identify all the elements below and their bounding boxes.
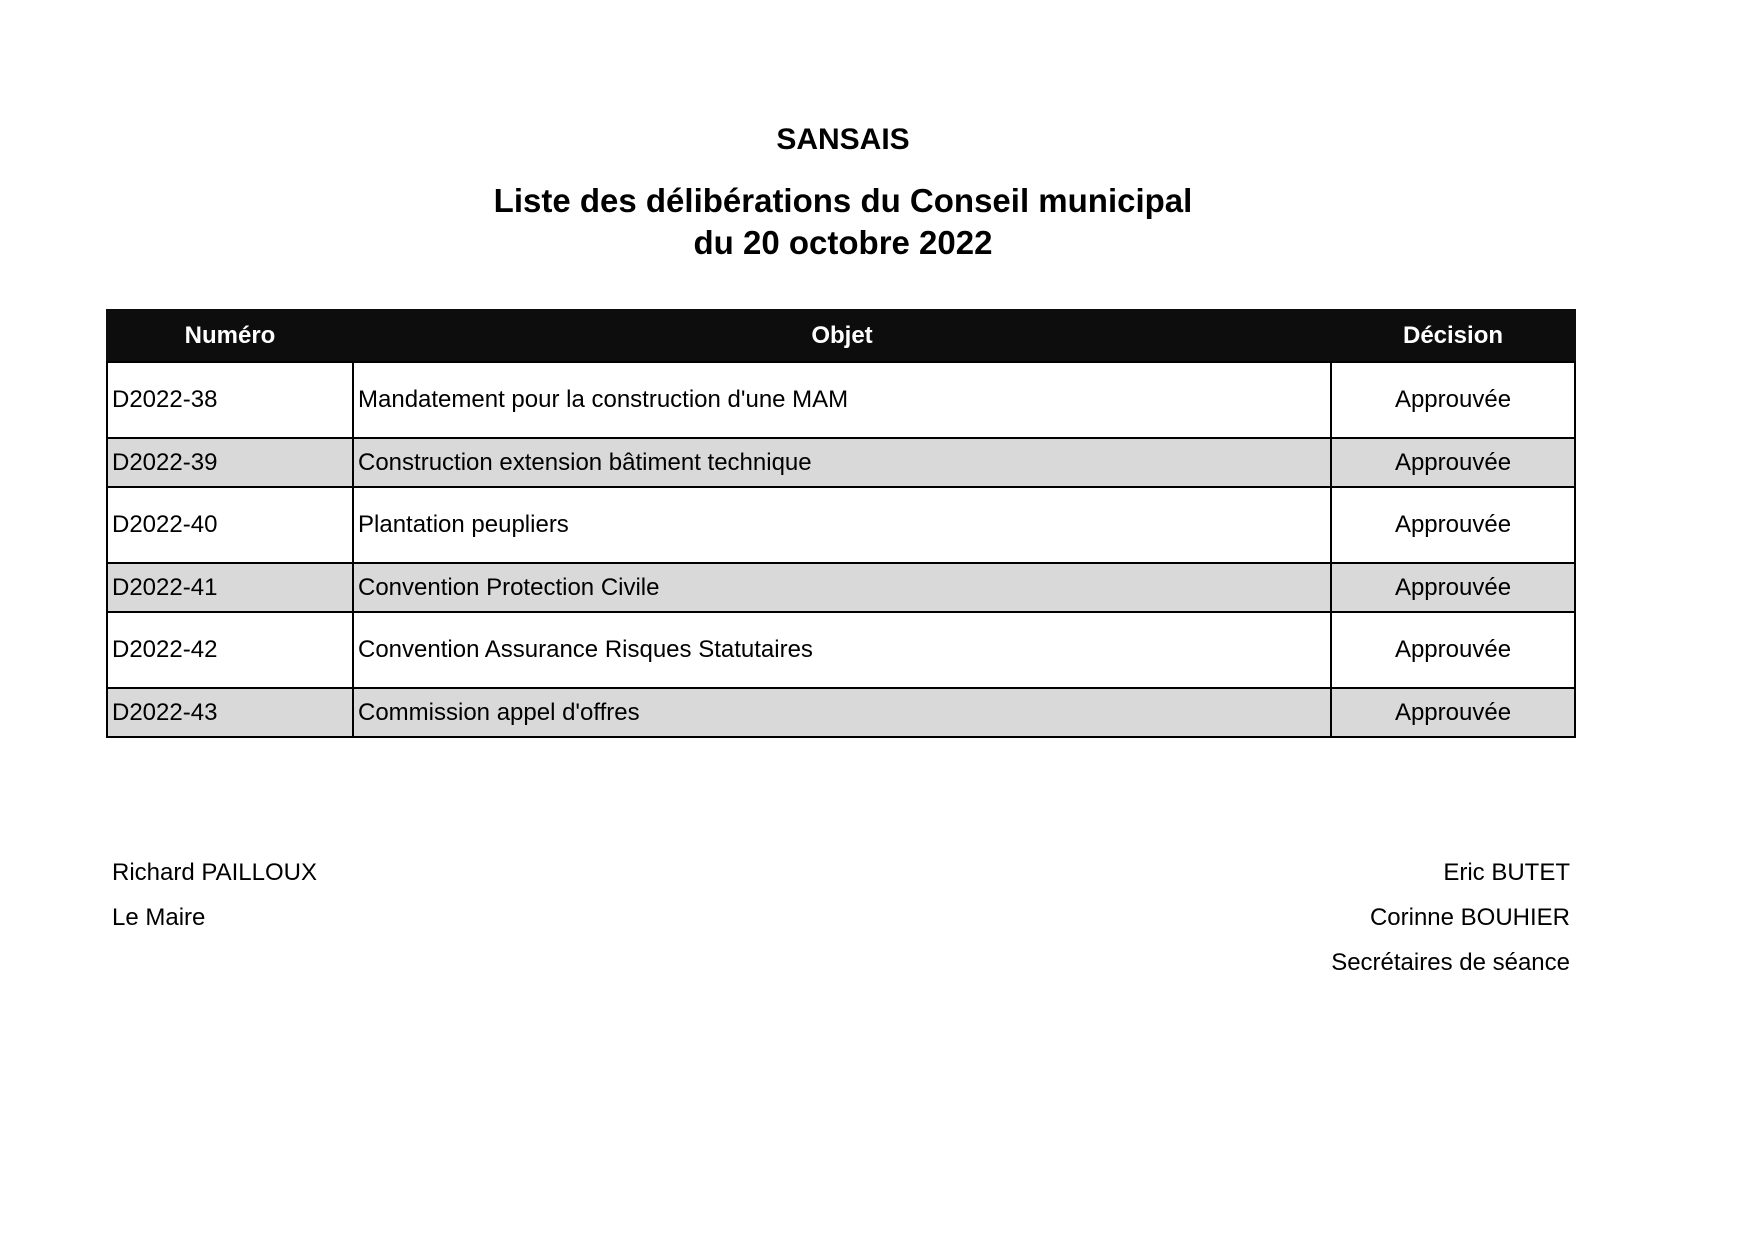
table-row <box>107 438 1575 487</box>
table-header-row <box>107 310 1575 362</box>
table-row <box>107 487 1575 563</box>
commune-name: SANSAIS <box>776 123 910 156</box>
cell-numero: D2022-40 <box>107 487 353 563</box>
column-header-objet: Objet <box>353 310 1331 362</box>
cell-objet: Commission appel d'offres <box>353 688 1331 737</box>
cell-objet: Convention Assurance Risques Statutaires <box>353 612 1331 688</box>
secretary-name-2: Corinne BOUHIER <box>1369 904 1570 931</box>
cell-decision: Approuvée <box>1331 362 1575 438</box>
cell-numero: D2022-38 <box>107 362 353 438</box>
cell-objet: Mandatement pour la construction d'une MAM <box>353 362 1331 438</box>
table-row <box>107 362 1575 438</box>
document-title <box>0 180 1686 264</box>
cell-objet: Construction extension bâtiment technique <box>353 438 1331 487</box>
cell-decision: Approuvée <box>1331 438 1575 487</box>
mayor-signature-block <box>112 858 317 948</box>
secretaries-signature-block <box>1331 858 1570 993</box>
cell-objet: Convention Protection Civile <box>353 563 1331 612</box>
cell-numero: D2022-41 <box>107 563 353 612</box>
column-header-decision: Décision <box>1331 310 1575 362</box>
cell-numero: D2022-42 <box>107 612 353 688</box>
column-header-numero: Numéro <box>107 310 353 362</box>
mayor-role: Le Maire <box>112 904 206 931</box>
cell-objet: Plantation peupliers <box>353 487 1331 563</box>
secretaries-role: Secrétaires de séance <box>1331 949 1570 976</box>
mayor-name: Richard PAILLOUX <box>112 859 317 886</box>
cell-decision: Approuvée <box>1331 487 1575 563</box>
cell-numero: D2022-39 <box>107 438 353 487</box>
document-title-line1: Liste des délibérations du Conseil municipal <box>493 182 1193 219</box>
table-row <box>107 688 1575 737</box>
table-row <box>107 563 1575 612</box>
cell-numero: D2022-43 <box>107 688 353 737</box>
deliberations-table <box>106 309 1576 738</box>
secretary-name-1: Eric BUTET <box>1443 859 1570 886</box>
cell-decision: Approuvée <box>1331 688 1575 737</box>
cell-decision: Approuvée <box>1331 563 1575 612</box>
table-row <box>107 612 1575 688</box>
document-title-line2: du 20 octobre 2022 <box>693 224 993 261</box>
cell-decision: Approuvée <box>1331 612 1575 688</box>
